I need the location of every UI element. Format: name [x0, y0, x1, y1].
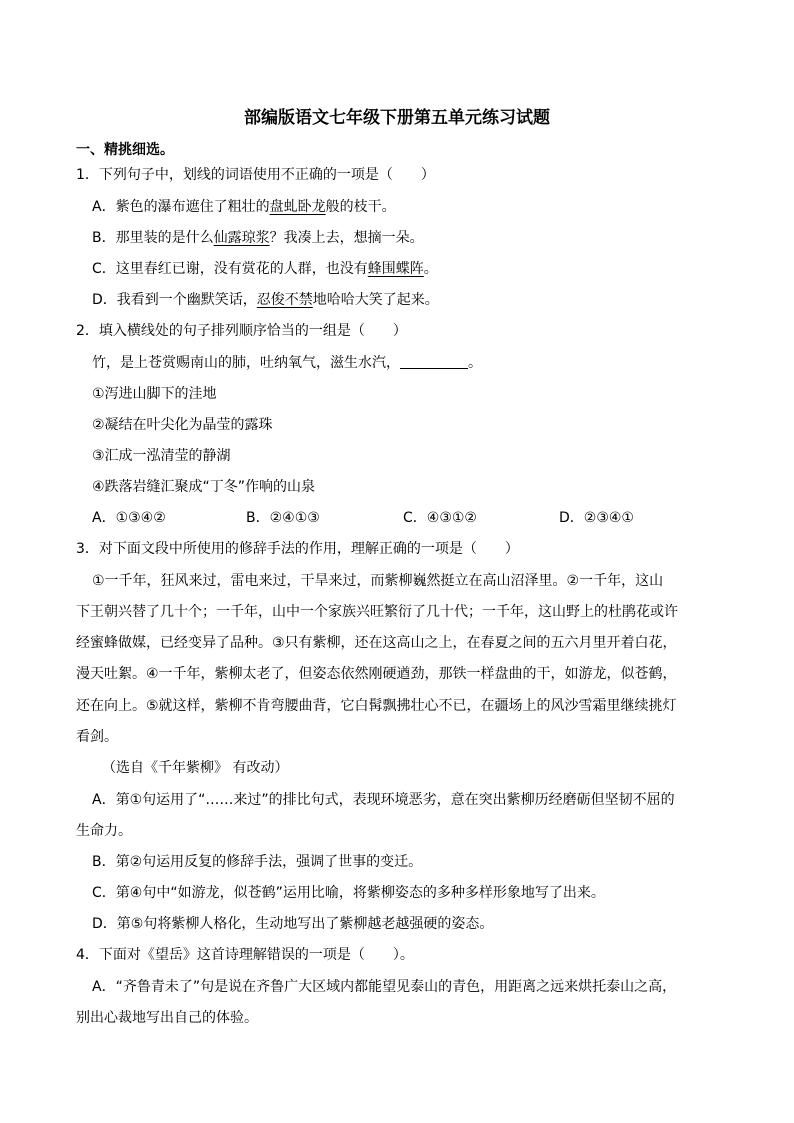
question-3-option-a-cont: 生命力。	[76, 823, 132, 839]
question-1-option-a	[92, 198, 396, 216]
underlined-word: 盘虬卧龙	[269, 199, 326, 215]
question-3-stem: 3．对下面文段中所使用的修辞手法的作用，理解正确的一项是（ ）	[76, 541, 519, 557]
question-2-item: ②凝结在叶尖化为晶莹的露珠	[92, 417, 273, 433]
question-1-option-c	[92, 260, 438, 278]
question-2-item: ④跌落岩缝汇聚成“丁冬”作响的山泉	[92, 479, 316, 495]
answer-blank	[400, 354, 468, 369]
option-text: ？我凑上去，想摘一朵。	[269, 230, 424, 246]
passage-line: 看剑。	[76, 729, 118, 745]
question-2-item: ③汇成一泓清莹的静湖	[92, 448, 231, 464]
question-2-passage	[92, 354, 482, 372]
passage-line: 还在向上。⑤就这样，紫柳不肯弯腰曲背，它白髯飘拂壮心不已，在疆场上的风沙雪霜里继续挑灯	[76, 698, 677, 714]
option-text: 地哈哈大笑了起来。	[312, 292, 439, 308]
question-4-option-a-cont: 别出心裁地写出自己的体验。	[76, 1010, 258, 1026]
question-2-stem: 2．填入横线处的句子排列顺序恰当的一组是（ ）	[76, 323, 407, 339]
page-title: 部编版语文七年级下册第五单元练习试题	[244, 108, 550, 128]
option-d: D．②③④①	[559, 510, 634, 526]
option-b: B．②④①③	[246, 510, 320, 526]
underlined-word: 蜂围蝶阵	[367, 261, 424, 277]
option-text: 。	[423, 261, 438, 277]
passage-text: 。	[468, 355, 482, 371]
question-3-option-b: B．第②句运用反复的修辞手法，强调了世事的变迁。	[92, 854, 423, 870]
option-a: A．①③④②	[92, 510, 166, 526]
option-text: B．那里装的是什么	[92, 230, 214, 246]
option-text: D．我看到一个幽默笑话，	[92, 292, 257, 308]
option-c: C．④③①②	[403, 510, 477, 526]
option-text: C．这里春红已谢，没有赏花的人群，也没有	[92, 261, 368, 277]
question-1-stem: 1．下列句子中，划线的词语使用不正确的一项是（ ）	[76, 167, 435, 183]
question-1-option-d	[92, 291, 439, 309]
underlined-word: 忍俊不禁	[256, 292, 313, 308]
question-1-option-b	[92, 229, 424, 247]
question-3-option-c: C．第④句中“如游龙，似苍鹤”运用比喻，将紫柳姿态的多种多样形象地写了出来。	[92, 885, 605, 901]
question-3-option-d: D．第⑤句将紫柳人格化，生动地写出了紫柳越老越强硬的姿态。	[92, 916, 494, 932]
passage-source: （选自《千年紫柳》 有改动）	[102, 760, 289, 776]
question-2-item: ①泻进山脚下的洼地	[92, 386, 217, 402]
option-text: A．紫色的瀑布遮住了粗壮的	[92, 199, 270, 215]
passage-text: 竹，是上苍赏赐南山的肺，吐纳氧气，滋生水汽，	[92, 355, 400, 371]
passage-line: 经蜜蜂做媒，已经变异了品种。③只有紫柳，还在这高山之上，在春夏之间的五六月里开着白花，	[76, 635, 677, 651]
passage-line: ①一千年，狂风来过，雷电来过，干旱来过，而紫柳巍然挺立在高山沼泽里。②一千年，这山	[92, 573, 664, 589]
question-4-stem: 4．下面对《望岳》这首诗理解错误的一项是（ ）。	[76, 947, 414, 963]
option-text: 般的枝干。	[325, 199, 396, 215]
question-3-option-a: A．第①句运用了“……来过”的排比句式，表现环境恶劣，意在突出紫柳历经磨砺但坚韧不屈的	[92, 792, 675, 808]
underlined-word: 仙露琼浆	[213, 230, 270, 246]
passage-line: 漫天吐絮。④一千年，紫柳太老了，但姿态依然刚硬遒劲，那铁一样盘曲的干，如游龙，似苍鹤，	[76, 666, 677, 682]
section-heading: 一、精挑细选。	[76, 142, 174, 158]
passage-line: 下王朝兴替了几十个；一千年，山中一个家族兴旺繁衍了几十代；一千年，这山野上的杜鹃花或许	[76, 604, 678, 620]
question-4-option-a: A．“齐鲁青未了”句是说在齐鲁广大区域内都能望见泰山的青色，用距离之远来烘托泰山之高，	[92, 979, 677, 995]
